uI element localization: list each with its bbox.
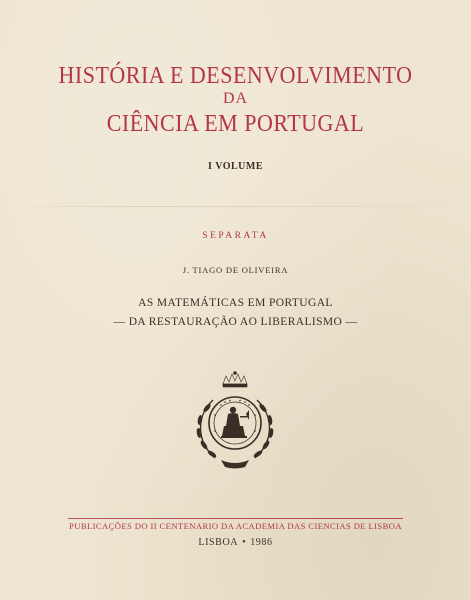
work-title-line-2: — DA RESTAURAÇÃO AO LIBERALISMO — — [113, 316, 358, 328]
main-title-line-2: DA — [222, 90, 249, 107]
imprint-separator: • — [242, 537, 247, 548]
main-title-line-3: CIÊNCIA EM PORTUGAL — [106, 108, 365, 137]
main-title-line-1: HISTÓRIA E DESENVOLVIMENTO — [58, 60, 413, 89]
publisher-line: PUBLICAÇÕES DO II CENTENARIO DA ACADEMIA DAS CIENCIAS DE LISBOA — [69, 521, 402, 531]
separata-label: SEPARATA — [202, 231, 269, 241]
volume-label: I VOLUME — [207, 161, 263, 172]
work-title-line-1: AS MATEMÁTICAS EM PORTUGAL — [138, 297, 333, 309]
academy-seal-icon — [185, 370, 285, 470]
imprint-year: 1986 — [250, 537, 273, 548]
paper-crease — [0, 206, 471, 207]
publisher-rule — [68, 518, 403, 519]
imprint-line — [0, 537, 471, 548]
imprint-city: LISBOA — [198, 537, 239, 548]
author-name: J. TIAGO DE OLIVEIRA — [182, 265, 289, 275]
